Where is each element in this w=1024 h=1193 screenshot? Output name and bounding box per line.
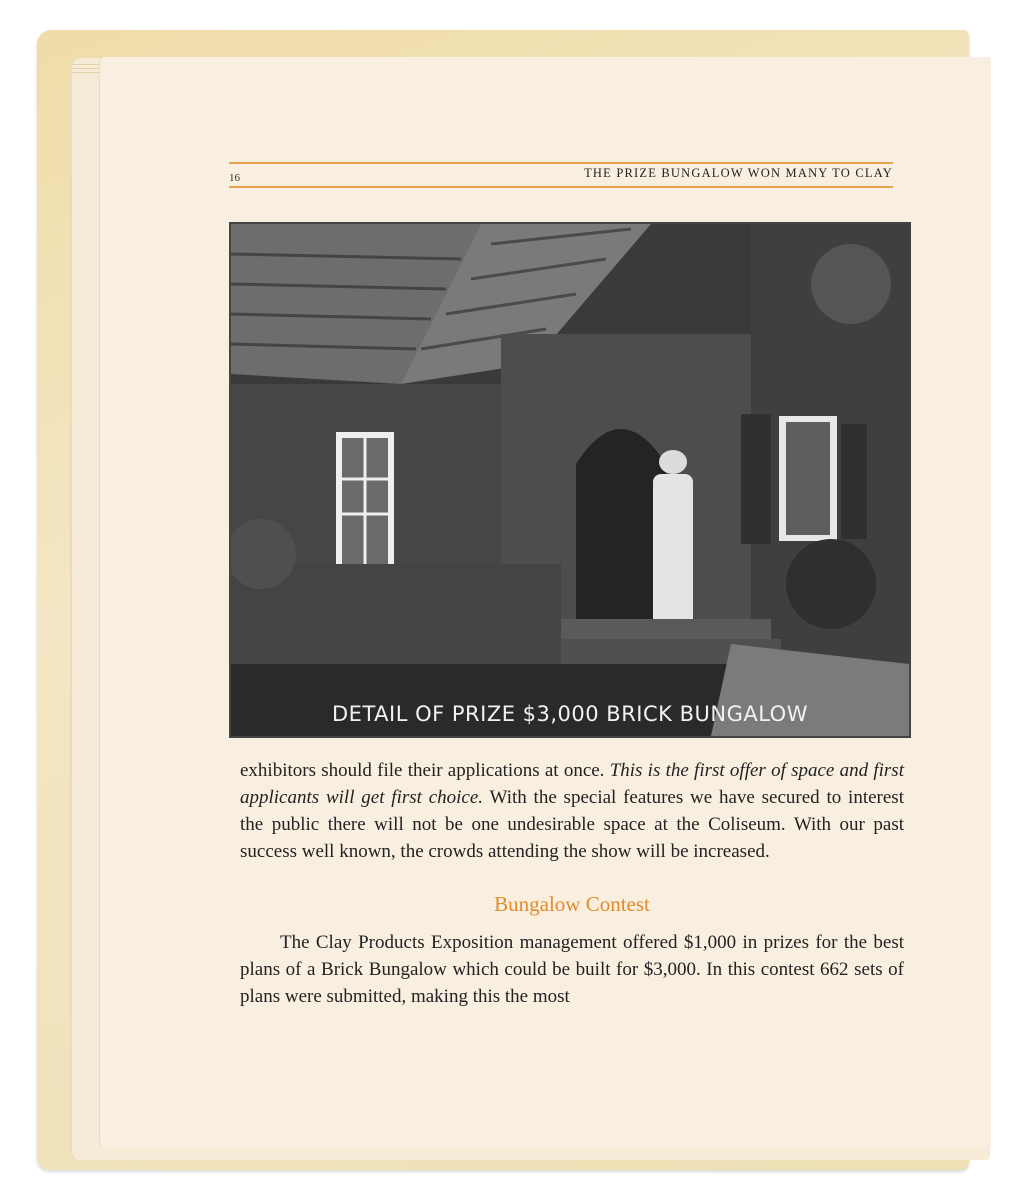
section-paragraph: The Clay Products Exposition management offered $1,000 in prizes for the best plans of a Brick Bungalow which could be built for $3,000. In this contest 662 sets of plans were submitted, making this the most: [240, 932, 904, 1007]
body-paragraph: [240, 757, 904, 865]
running-head-title: THE PRIZE BUNGALOW WON MANY TO CLAY: [584, 166, 893, 180]
header-rule-bottom: [229, 186, 893, 188]
section-body: [240, 929, 904, 1010]
section-heading: Bungalow Contest: [494, 892, 650, 916]
paragraph-text: With the special features we have secured to interest the public there will not be one undesirable space at the Coliseum. With our past success well known, the crowds attending the show will be increased.: [240, 787, 904, 862]
photo-illustration: [231, 224, 909, 736]
bungalow-photograph: [229, 222, 911, 738]
photo-caption: DETAIL OF PRIZE $3,000 BRICK BUNGALOW: [332, 702, 808, 726]
running-head: [229, 162, 893, 184]
paragraph-italic-text: This is the first offer of space and first applicants will get first choice.: [240, 760, 904, 808]
header-rule-top: [229, 162, 893, 164]
paragraph-text: exhibitors should file their applications at once.: [240, 760, 605, 781]
page-number: 16: [229, 172, 240, 184]
